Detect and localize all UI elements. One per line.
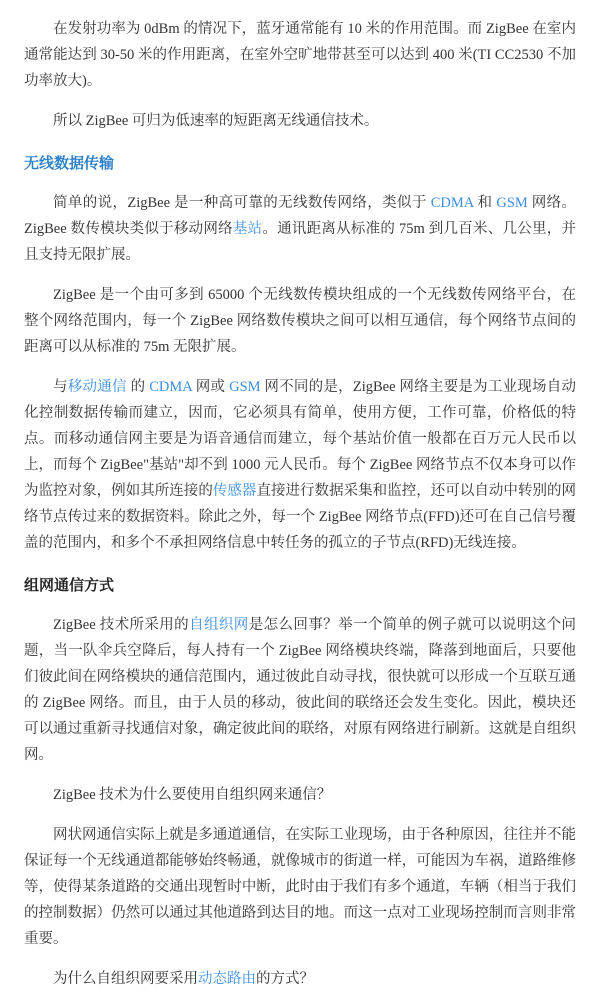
text-run: 网不同的是，ZigBee 网络主要是为工业现场自动化控制数据传输而建立，因而，它必须具有简单，使用方便，工作可靠，价格低的特点。而移动通信网主要是为语音通信而建立，每个基站价值一般都在百万元人民币以上，而每个 ZigBee"基站"却不到 1000 元人民币。每个 ZigBee 网络节点不仅本身可以作为监控对象，例如其所连接的	[24, 379, 577, 499]
document-content	[24, 16, 576, 992]
inline-link[interactable]: GSM	[496, 195, 528, 211]
text-run: 与	[53, 379, 68, 395]
text-run: ZigBee 是一个由可多到 65000 个无线数传模块组成的一个无线数传网络平台，在整个网络范围内，每一个 ZigBee 网络数传模块之间可以相互通信，每个网络节点间的距离可以从标准的 75m 无限扩展。	[24, 287, 576, 355]
text-run: 是怎么回事？举一个简单的例子就可以说明这个问题，当一队伞兵空降后，每人持有一个 ZigBee 网络模块终端，降落到地面后，只要他们彼此间在网络模块的通信范围内，通过彼此自动寻找，很快就可以形成一个互联互通的 ZigBee 网络。而且，由于人员的移动，彼此间的联络还会发生变化。因此，模块还可以通过重新寻找通信对象，确定彼此间的联络，对原有网络进行刷新。这就是自组织网。	[24, 617, 577, 763]
text-run: 的方式？	[256, 971, 314, 987]
paragraph-lowrate-conclusion	[24, 108, 576, 134]
text-run: 在发射功率为 0dBm 的情况下，蓝牙通常能有 10 米的作用范围。而 ZigBee 在室内通常能达到 30-50 米的作用距离，在室外空旷地带甚至可以达到 400 米(TI CC2530 不加功率放大)。	[24, 21, 576, 89]
paragraph-dynamic-routing-question	[24, 966, 576, 992]
heading-wireless-data-transmission: 无线数据传输	[24, 155, 115, 172]
inline-link[interactable]: 自组织网	[189, 617, 249, 633]
text-run: ZigBee 技术为什么要使用自组织网来通信？	[53, 787, 332, 803]
inline-link[interactable]: CDMA	[430, 195, 474, 211]
paragraph-network-platform	[24, 282, 576, 360]
inline-link[interactable]: 移动通信	[67, 379, 127, 395]
paragraph-range-intro	[24, 16, 576, 94]
text-run: 。通讯距离从标准的 75m 到几百米、几公里，并且支持无限扩展。	[24, 221, 576, 263]
text-run: 简单的说，ZigBee 是一种高可靠的无线数传网络，类似于	[53, 195, 431, 211]
paragraph-comparison-mobile	[24, 374, 576, 556]
heading-network-communication-mode: 组网通信方式	[24, 577, 115, 594]
text-run: ZigBee 技术所采用的	[53, 617, 190, 633]
inline-link[interactable]: 基站	[232, 221, 263, 237]
text-run: 网络。ZigBee 数传模块类似于移动网络	[24, 195, 577, 237]
inline-link[interactable]: CDMA	[149, 379, 192, 395]
inline-link[interactable]: 传感器	[212, 483, 257, 499]
paragraph-why-self-organizing-question	[24, 782, 576, 808]
paragraph-mesh-explanation	[24, 822, 576, 952]
text-run: 所以 ZigBee 可归为低速率的短距离无线通信技术。	[53, 113, 379, 129]
text-run: 和	[473, 195, 497, 211]
text-run: 网状网通信实际上就是多通道通信，在实际工业现场，由于各种原因，往往并不能保证每一个无线通道都能够始终畅通，就像城市的街道一样，可能因为车祸，道路维修等，使得某条道路的交通出现暂时中断，此时由于我们有多个通道，车辆（相当于我们的控制数据）仍然可以通过其他道路到达目的地。而这一点对工业现场控制而言则非常重要。	[24, 827, 576, 947]
inline-link[interactable]: GSM	[229, 379, 261, 395]
inline-link[interactable]: 动态路由	[198, 971, 256, 987]
paragraph-self-organizing-example	[24, 612, 576, 768]
text-run: 网或	[191, 379, 230, 395]
text-run: 的	[126, 379, 150, 395]
text-run: 直接进行数据采集和监控，还可以自动中转别的网络节点传过来的数据资料。除此之外，每一个 ZigBee 网络节点(FFD)还可在自己信号覆盖的范围内，和多个不承担网络信息中转任务的孤立的子节点(RFD)无线连接。	[24, 483, 577, 551]
paragraph-simple-description	[24, 190, 576, 268]
text-run: 为什么自组织网要采用	[53, 971, 198, 987]
